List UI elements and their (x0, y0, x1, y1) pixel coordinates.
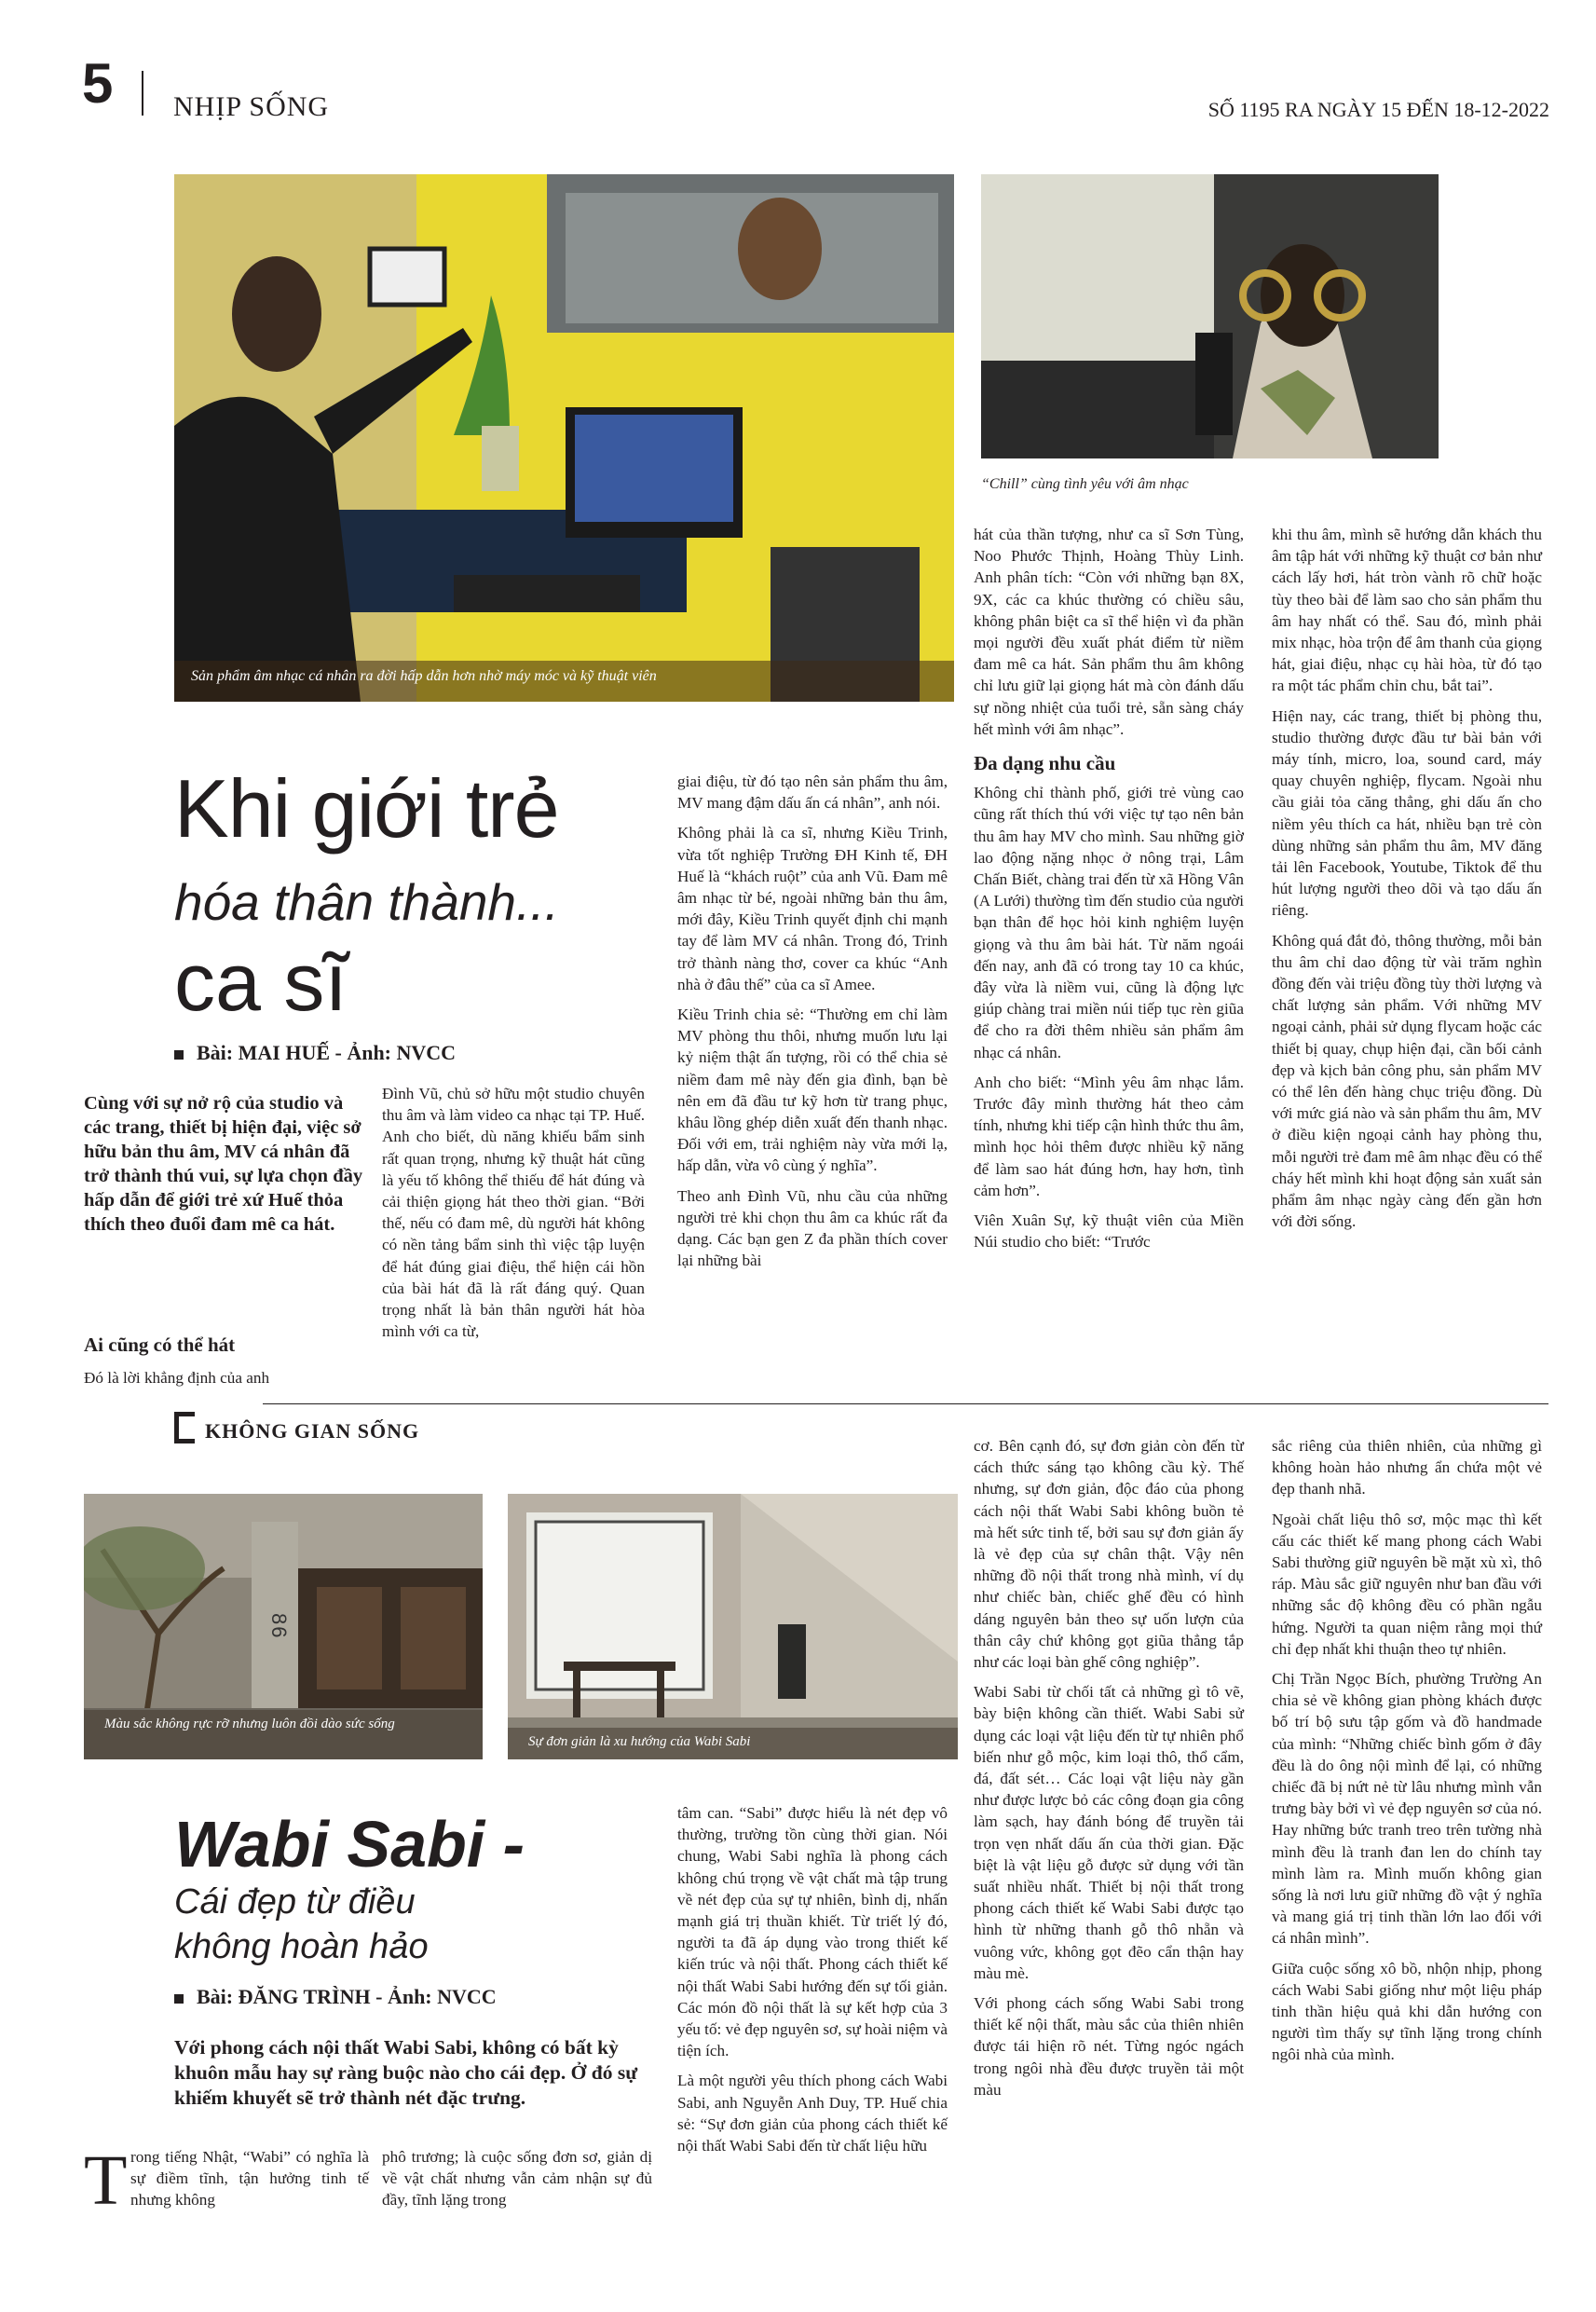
wabi-photo-2-image (508, 1494, 958, 1759)
article2-col4-p2: Wabi Sabi từ chối tất cả những gì tô vẽ, bày biện không cần thiết. Wabi Sabi sử dụng các loại vật liệu đến từ tự nhiên phổ biến như gỗ mộc, kim loại thô, thổ cẩm, đá, đất sét… Các loại vật liệu này gần như được lược bỏ các công đoạn gia công làm sạch, hay đánh bóng để truyền tải trọn vẹn nhất dấu ấn của thời gian. Đặc biệt là vật liệu gỗ được sử dụng với tần suất nhiều nhất. Thiết bị nội thất trong phong cách thiết kế Wabi Sabi được tạo hình từ những thanh gỗ thô nhẵn và vuông vức, không gọt đẽo cẩn thận hay màu mè. (974, 1683, 1244, 1982)
article1-col4-p1: hát của thần tượng, như ca sĩ Sơn Tùng, Noo Phước Thịnh, Hoàng Thùy Linh. Anh phân tích: “Còn với những bạn 8X, 9X, các ca khúc thường có chiều sâu, không phân biệt ca sĩ thể hiện vì đa phần mọi người đều xuất phát điểm từ niềm đam mê ca hát. Sản phẩm thu âm không chỉ lưu giữ lại giọng hát mà còn đánh dấu sự nồng nhiệt của tuổi trẻ, sẵn sàng cháy hết mình với âm nhạc”. (974, 526, 1244, 738)
article1-subhead-1: Ai cũng có thể hát (84, 1334, 236, 1356)
article1-col2-text: Đình Vũ, chủ sở hữu một studio chuyên thu âm và làm video ca nhạc tại TP. Huế. Anh cho biết, dù năng khiếu bẩm sinh rất quan trọng, nhưng kỹ thuật hát cũng là yếu tố không thể thiếu để hát đúng và cải thiện giọng hát theo thời gian. “Bởi thế, nếu có đam mê, dù người hát không có nền tảng bẩm sinh thì việc tập luyện để hát đúng giai điệu, thể hiện cái hồn của bài hát đã là rất đáng quý. Quan trọng nhất là bản thân người hát hòa mình với ca từ, (382, 1085, 645, 1341)
article2-col3-p1: tâm can. “Sabi” được hiểu là nét đẹp vô thường, trường tồn cùng thời gian. Nói chung, Wabi Sabi nghĩa là phong cách không chú trọng về vật chất mà tập trung về nét đẹp của sự tự nhiên, bình dị, nhấn mạnh giá trị thuần khiết. Từ triết lý đó, người ta đã áp dụng vào trong thiết kế kiến trúc và nội thất. Phong cách thiết kế nội thất Wabi Sabi hướng đến sự tối giản. Các món đồ nội thất là sự kết hợp của 3 yếu tố: vẻ đẹp nguyên sơ, sự hoài niệm và tiện ích. (677, 1804, 948, 2060)
header-divider (142, 71, 143, 116)
section-label: KHÔNG GIAN SỐNG (205, 1419, 420, 1443)
wabi-house-number: 86 (267, 1613, 291, 1640)
article2-col5-p1: sắc riêng của thiên nhiên, của những gì không hoàn hảo nhưng ẩn chứa một vẻ đẹp thanh nhã. (1272, 1437, 1542, 1498)
article1-col5 (1272, 524, 1542, 1241)
article1-col4-p2: Không chỉ thành phố, giới trẻ vùng cao cũng rất thích thú với việc tự tạo nên bản thu âm hay MV cho mình. Sau những giờ lao động nặng nhọc ở nông trại, Lâm Chấn Biết, chàng trai đến từ xã Hồng Vân (A Lưới) thường tìm đến studio của người bạn thân để học hỏi kinh nghiệm luyện giọng và thu âm bài hát. Từ năm ngoái đến nay, anh đã có trong tay 10 ca khúc, đây vừa là niềm vui, cũng là động lực giúp chàng trai miền núi tiếp tục rèn giũa để cho ra đời thêm nhiều sản phẩm âm nhạc cá nhân. (974, 784, 1244, 1061)
section-label-bracket (174, 1412, 195, 1443)
article1-title-line1: Khi giới trẻ (174, 762, 559, 855)
article1-col2 (382, 1083, 645, 1350)
article2-title-line1: Wabi Sabi - (174, 1808, 525, 1881)
article1-col3-p1: giai điệu, từ đó tạo nên sản phẩm thu âm, MV mang đậm dấu ấn cá nhân”, anh nói. (677, 773, 948, 813)
article2-lead: Với phong cách nội thất Wabi Sabi, không có bất kỳ khuôn mẫu hay sự ràng buộc nào cho cái đẹp. Ở đó sự khiếm khuyết sẽ trở thành nét đặc trưng. (174, 2036, 638, 2109)
article1-col5-p2: Hiện nay, các trang, thiết bị phòng thu, studio thường được đầu tư bài bản với máy tính, micro, loa, sound card, máy quay chuyên nghiệp, flycam. Ngoài nhu cầu giải tỏa căng thẳng, ghi dấu ấn cho niềm yêu thích ca hát, nhiều bạn trẻ còn dùng những sản phẩm thu âm, MV đăng tải lên Facebook, Youtube, Tiktok để thu hút lượng người theo dõi và tạo dấu ấn riêng. (1272, 706, 1542, 920)
article2-col5 (1272, 1435, 1542, 2074)
section-divider-line (263, 1403, 1548, 1404)
article1-title-line2: hóa thân thành... (174, 873, 559, 931)
studio-photo-secondary-caption: “Chill” cùng tình yêu với âm nhạc (981, 476, 1189, 492)
byline-square-icon (174, 1994, 184, 2004)
article2-col5-p2: Ngoài chất liệu thô sơ, mộc mạc thì kết cấu các thiết kế mang phong cách Wabi Sabi thường giữ nguyên bề mặt xù xì, thô ráp. Màu sắc giữ nguyên như ban đầu với những sắc độ không đều có phần ngẫu hứng. Người ta quan niệm rằng mọi thứ chỉ đẹp nhất khi thuận theo tự nhiên. (1272, 1510, 1542, 1658)
article1-col3-p3: Kiều Trinh chia sẻ: “Thường em chỉ làm MV phòng thu thôi, nhưng muốn lưu lại kỷ niệm thật ấn tượng, rồi có thể chia sẻ niềm đam mê này đến gia đình, bạn bè nên em đã đầu tư kỹ hơn từ trang phục, khâu lồng ghép diễn xuất đến thanh nhạc. Đối với em, trải nghiệm này vừa mới lạ, hấp dẫn, vừa vô cùng ý nghĩa”. (677, 1006, 948, 1175)
article1-col3-p2: Không phải là ca sĩ, nhưng Kiều Trinh, vừa tốt nghiệp Trường ĐH Kinh tế, ĐH Huế là “khách ruột” của anh Vũ. Đam mê âm nhạc từ bé, ngoài những bản thu âm, mới đây, Kiều Trinh quyết định chi mạnh tay để làm MV cá nhân. Trong đó, Trinh trở thành nàng thơ, cover ca khúc “Anh nhà ở đâu thế” của ca sĩ Amee. (677, 824, 948, 993)
article2-col1-text: rong tiếng Nhật, “Wabi” có nghĩa là sự điềm tĩnh, tận hưởng tinh tế nhưng không (130, 2148, 369, 2209)
studio-photo-secondary (981, 174, 1439, 458)
article1-col4-p3: Anh cho biết: “Mình yêu âm nhạc lắm. Trước đây mình thường hát theo cảm tính, nhưng khi tiếp cận hình thức thu âm, mình học hỏi thêm được nhiều kỹ năng để làm sao hát đúng hơn, hay hơn, tình cảm hơn”. (974, 1073, 1244, 1199)
article1-subhead-2: Đa dạng nhu cầu (974, 752, 1116, 775)
article1-col3 (677, 771, 948, 1279)
byline-square-icon (174, 1050, 184, 1060)
wabi-photo-2 (508, 1494, 958, 1759)
article2-col5-p3: Chị Trần Ngọc Bích, phường Trường An chia sẻ về không gian phòng khách được bố trí bộ sưu tập gốm và đồ handmade của mình: “Những chiếc bình gốm ở đây đều là do ông nội mình để lại, có những chiếc đã bị nứt nẻ từ lâu nhưng mình vẫn trưng bày bởi vì vẻ đẹp nguyên sơ của nó. Hay những bức tranh treo trên tường nhà mình đều là tranh đan len do chính tay mình làm ra. Mình muốn không gian sống là nơi lưu giữ những đồ vật ý nghĩa và mang giá trị tinh thần lớn lao đối với cá nhân mình”. (1272, 1670, 1542, 1948)
article2-dropcap: T (84, 2141, 128, 2220)
article1-col1 (84, 1367, 367, 1397)
article1-col4-p4: Viên Xuân Sự, kỹ thuật viên của Miền Núi studio cho biết: “Trước (974, 1211, 1244, 1252)
article2-col3 (677, 1802, 948, 2165)
section-name: NHỊP SỐNG (173, 91, 330, 122)
article1-lead: Cùng với sự nở rộ của studio và các trang, thiết bị hiện đại, việc sở hữu bản thu âm, MV cá nhân đã trở thành thú vui, sự lựa chọn đầy hấp dẫn để giới trẻ xứ Huế thỏa thích theo đuổi đam mê ca hát. (84, 1093, 363, 1235)
article2-col4-p3: Với phong cách sống Wabi Sabi trong thiết kế nội thất, màu sắc của thiên nhiên được tái hiện rõ nét. Từng ngóc ngách trong ngôi nhà đều được truyền tải một màu (974, 1994, 1244, 2099)
studio-photo-secondary-image (981, 174, 1439, 458)
page-number: 5 (82, 52, 114, 115)
article1-col5-p1: khi thu âm, mình sẽ hướng dẫn khách thu âm tập hát với những kỹ thuật cơ bản như cách lấy hơi, hát tròn vành rõ chữ hoặc tùy theo bài để làm sao cho sản phẩm thu âm hay nhất có thể. Sau đó, mình phải mix nhạc, hòa trộn để âm thanh của giọng hát, giai điệu, nhạc cụ hài hòa, từ đó tạo ra một tác phẩm chỉn chu, bắt tai”. (1272, 526, 1542, 695)
article2-col3-p2: Là một người yêu thích phong cách Wabi Sabi, anh Nguyễn Anh Duy, TP. Huế chia sẻ: “Sự đơn giản của phong cách thiết kế nội thất Wabi Sabi đến từ chất liệu hữu (677, 2072, 948, 2155)
article1-col5-p3: Không quá đắt đỏ, thông thường, mỗi bản thu âm chỉ dao động từ vài trăm nghìn đồng đến vài triệu đồng tùy thời lượng và chất lượng sản phẩm. Với những MV ngoại cảnh, phải sử dụng flycam hoặc các thiết bị quay, chụp hiện đại, cần bối cảnh đẹp và kịch bản công phu, sản phẩm MV có thể lên đến hàng chục triệu đồng. Dù với mức giá nào và sản phẩm thu âm, MV ở điều kiện ngoại cảnh hay phòng thu, mỗi người trẻ đam mê âm nhạc đều có thể cháy hết mình khi hoạt động sản xuất sản phẩm âm nhạc ngày càng đến gần hơn với đời sống. (1272, 931, 1542, 1231)
article2-col1 (130, 2146, 369, 2220)
article2-byline (174, 1985, 497, 2009)
article1-title-line3: ca sĩ (174, 936, 348, 1028)
wabi-photo-1-caption: Màu sắc không rực rỡ nhưng luôn đồi dào sức sống (84, 1710, 483, 1759)
issue-info: SỐ 1195 RA NGÀY 15 ĐẾN 18-12-2022 (1207, 98, 1549, 121)
wabi-photo-1 (84, 1494, 483, 1759)
article2-col4-p1: cơ. Bên cạnh đó, sự đơn giản còn đến từ cách thức sáng tạo không cầu kỳ. Thế nhưng, sự đơn giản, độc đáo của phong cách nội thất Wabi Sabi không buồn tẻ mà hết sức tinh tế, bởi sau sự đơn giản ấy là vẻ đẹp của sự chân thật. Vậy nên những đồ nội thất trong nhà mình, ví dụ như chiếc bàn, chiếc ghế đều có hình dáng nguyên bản theo sự uốn lượn của thân cây chứ không gọt giũa thẳng tắp như các loại bàn ghế công nghiệp”. (974, 1437, 1244, 1672)
article2-col5-p4: Giữa cuộc sống xô bồ, nhộn nhịp, phong cách Wabi Sabi giống như một liệu pháp tinh thần hiệu quả khi dẫn hướng con người tìm thấy sự tĩnh lặng trong chính ngôi nhà của mình. (1272, 1959, 1542, 2064)
article2-title-line2: Cái đẹp từ điều (174, 1882, 416, 1922)
wabi-photo-2-caption: Sự đơn giản là xu hướng của Wabi Sabi (508, 1728, 958, 1759)
article2-title-line3: không hoàn hảo (174, 1927, 429, 1966)
studio-photo-main (174, 174, 954, 702)
studio-photo-main-image (174, 174, 954, 702)
article1-col1-text: Đó là lời khẳng định của anh (84, 1369, 270, 1387)
studio-photo-main-caption: Sản phẩm âm nhạc cá nhân ra đời hấp dẫn hơn nhờ máy móc và kỹ thuật viên (174, 661, 954, 702)
article1-col4 (974, 524, 1244, 1262)
article1-byline (174, 1041, 456, 1065)
article1-byline-text: Bài: MAI HUẾ - Ảnh: NVCC (197, 1041, 457, 1064)
article1-col3-p4: Theo anh Đình Vũ, nhu cầu của những người trẻ khi chọn thu âm ca khúc rất đa dạng. Các bạn gen Z đa phần thích cover lại những bài (677, 1186, 948, 1270)
article2-col2 (382, 2146, 652, 2220)
article2-col4 (974, 1435, 1244, 2109)
article2-byline-text: Bài: ĐĂNG TRÌNH - Ảnh: NVCC (197, 1985, 497, 2008)
article2-col2-text: phô trương; là cuộc sống đơn sơ, giản dị về vật chất nhưng vẫn cảm nhận sự đủ đầy, tĩnh lặng trong (382, 2148, 652, 2209)
